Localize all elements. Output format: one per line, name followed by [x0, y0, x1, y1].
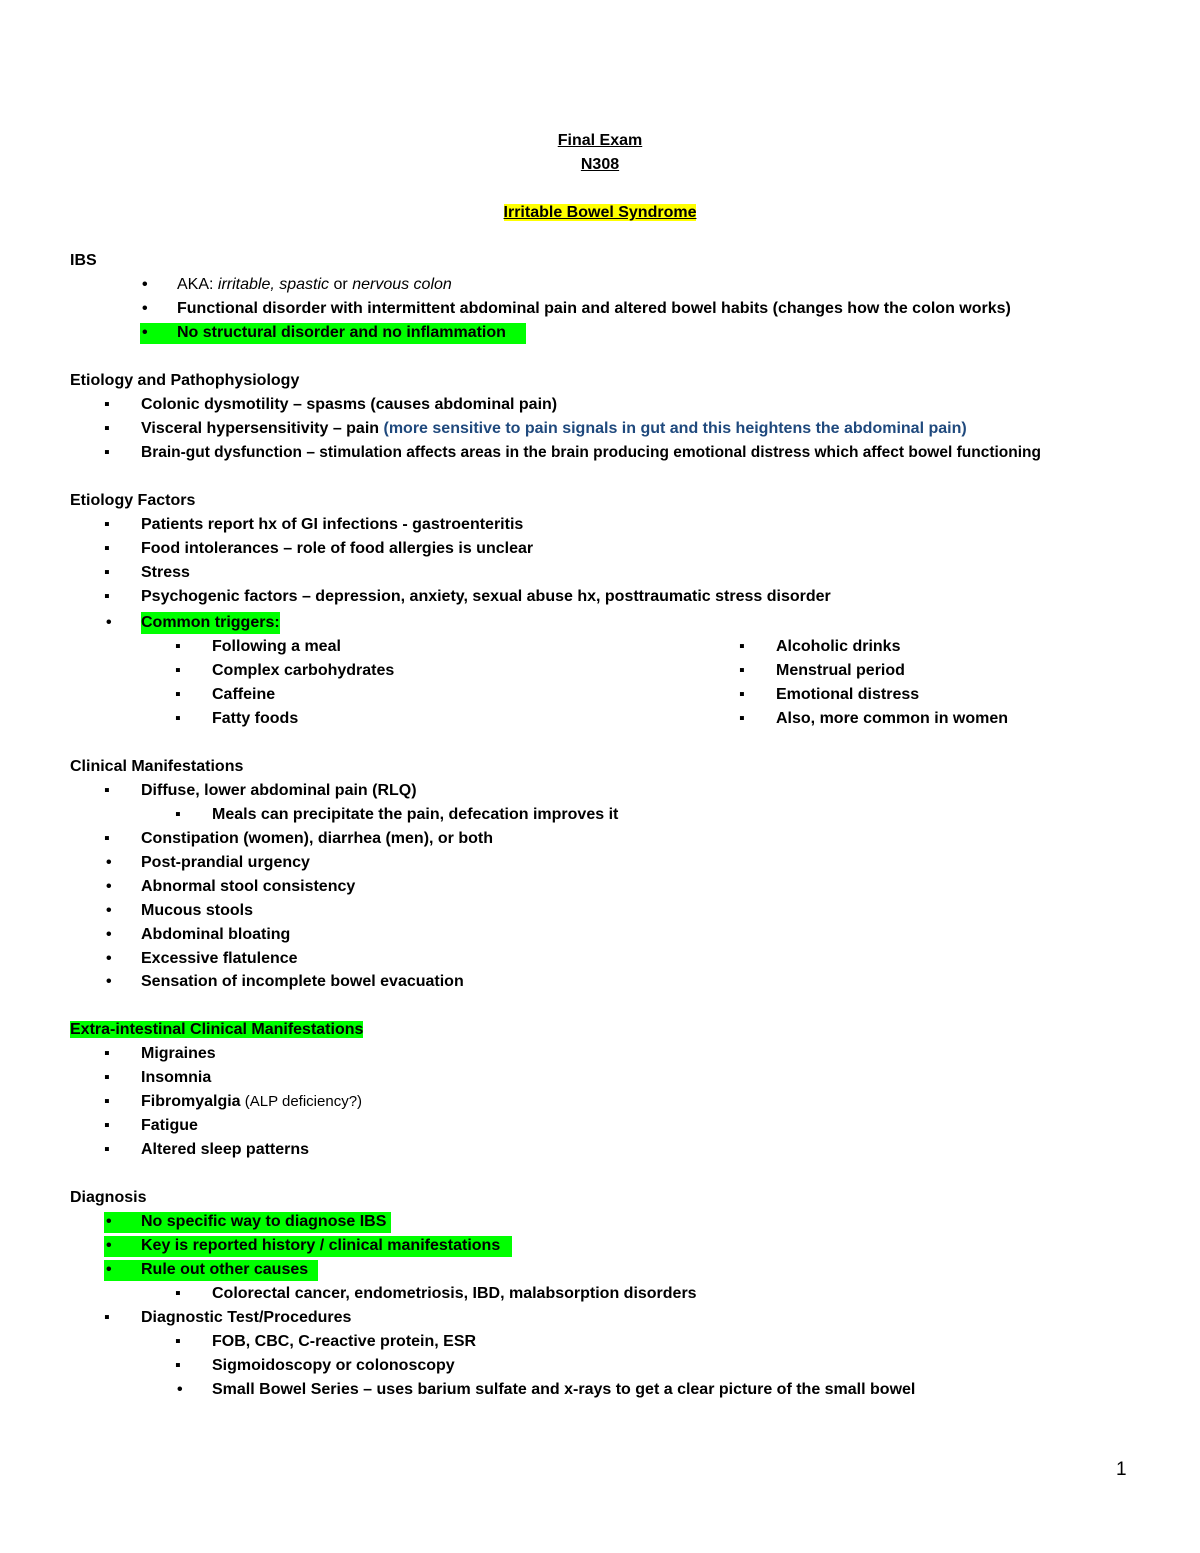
bullet-icon: ▪: [104, 420, 110, 437]
bullet-icon: ▪: [739, 638, 745, 655]
bullet-icon: ▪: [175, 1333, 181, 1350]
bullet-icon: •: [142, 276, 148, 293]
bullet-icon: •: [106, 902, 112, 919]
bullet-icon: •: [106, 1213, 112, 1230]
bullet-icon: ▪: [175, 1357, 181, 1374]
bullet-icon: ▪: [104, 588, 110, 605]
bullet-icon: •: [142, 300, 148, 317]
bullet-icon: ▪: [104, 540, 110, 557]
bullet-icon: •: [106, 926, 112, 943]
bullet-icon: ▪: [175, 1285, 181, 1302]
bullet-icon: ▪: [104, 1309, 110, 1326]
bullet-icon: ▪: [739, 710, 745, 727]
bullet-icon: •: [106, 950, 112, 967]
bullet-icon: ▪: [104, 1045, 110, 1062]
section-heading-etiology-factors: Etiology Factors: [70, 492, 196, 509]
bullet-icon: •: [106, 614, 112, 631]
bullet-icon: •: [106, 1237, 112, 1254]
bullet-icon: ▪: [104, 396, 110, 413]
section-heading-ibs: IBS: [70, 252, 97, 269]
bullet-icon: ▪: [104, 1141, 110, 1158]
bullet-icon: ▪: [104, 564, 110, 581]
section-heading-clinical: Clinical Manifestations: [70, 758, 244, 775]
bullet-icon: •: [106, 878, 112, 895]
bullet-icon: ▪: [104, 782, 110, 799]
bullet-icon: ▪: [104, 1117, 110, 1134]
bullet-icon: ▪: [175, 806, 181, 823]
section-heading-etiology-patho: Etiology and Pathophysiology: [70, 372, 300, 389]
bullet-icon: ▪: [104, 1069, 110, 1086]
bullet-icon: •: [106, 1261, 112, 1278]
bullet-icon: ▪: [739, 662, 745, 679]
bullet-icon: ▪: [104, 444, 110, 461]
topic-heading: Irritable Bowel Syndrome: [503, 204, 697, 221]
section-heading-extra-intestinal: Extra-intestinal Clinical Manifestations: [70, 1021, 364, 1038]
doc-title: Final Exam: [557, 132, 643, 149]
section-heading-diagnosis: Diagnosis: [70, 1189, 147, 1206]
bullet-icon: ▪: [175, 662, 181, 679]
bullet-icon: •: [142, 324, 148, 341]
page-number: 1: [1116, 1459, 1127, 1480]
course-code: N308: [580, 156, 620, 173]
bullet-icon: •: [106, 973, 112, 990]
bullet-icon: ▪: [104, 516, 110, 533]
bullet-icon: ▪: [175, 710, 181, 727]
bullet-icon: ▪: [104, 1093, 110, 1110]
bullet-icon: ▪: [175, 686, 181, 703]
bullet-icon: •: [177, 1381, 183, 1398]
bullet-icon: ▪: [175, 638, 181, 655]
bullet-icon: ▪: [104, 830, 110, 847]
bullet-icon: •: [106, 854, 112, 871]
bullet-icon: ▪: [739, 686, 745, 703]
